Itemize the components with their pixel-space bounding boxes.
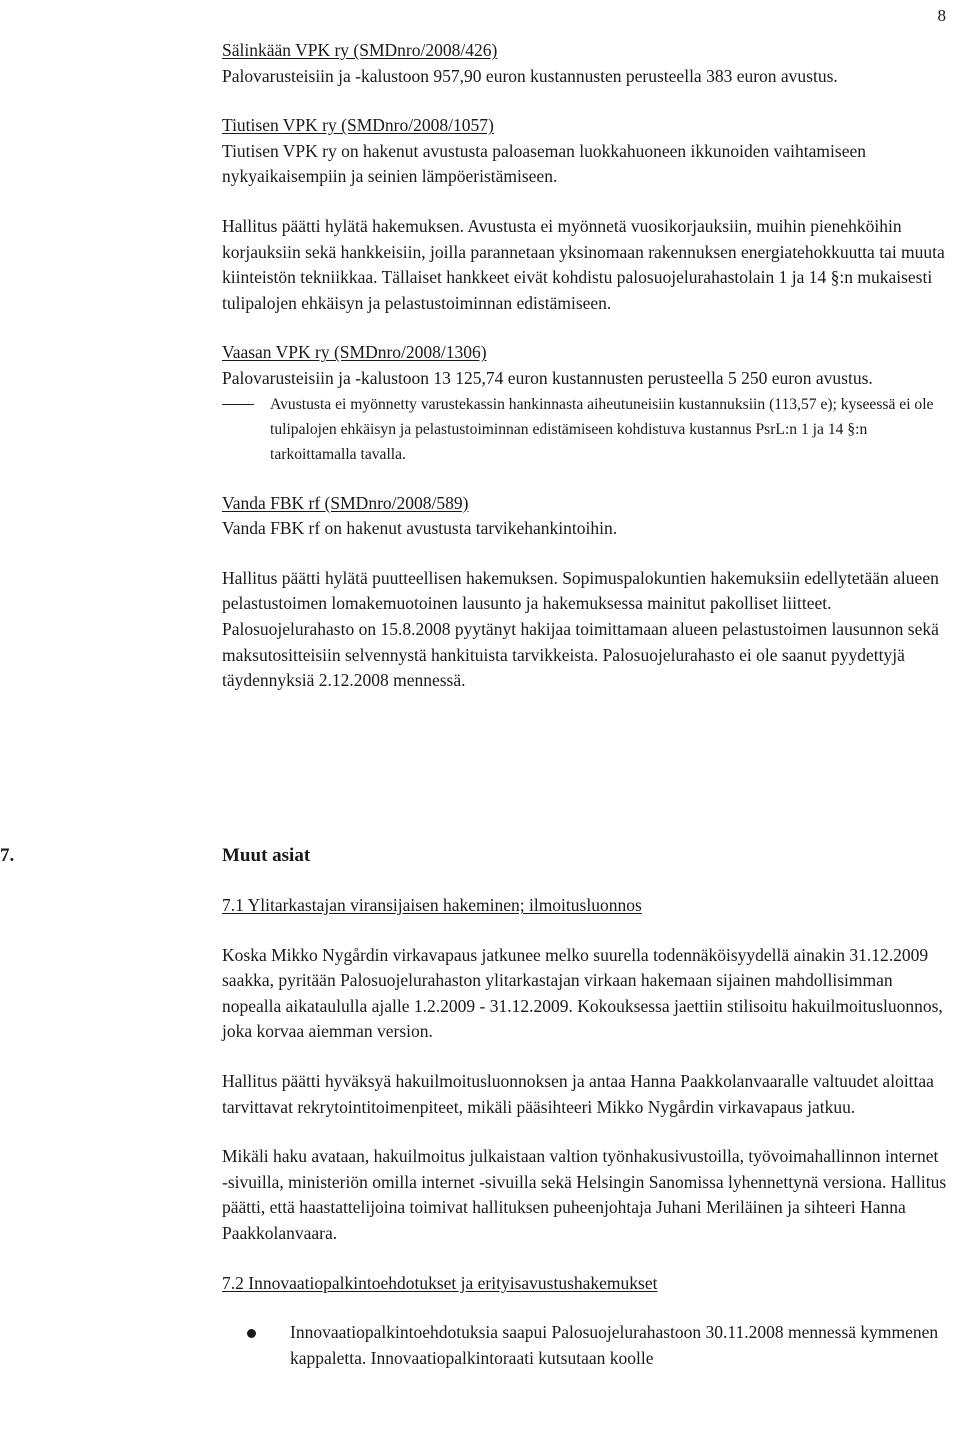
- section-body: Hallitus päätti hylätä hakemuksen. Avustusta ei myönnetä vuosikorjauksiin, muihin pienehköihin korjauksiin sekä hankkeisiin, joilla parannetaan yksinomaan rakennuksen energiatehokkuutta tai muuta kiinteistön tekniikkaa. Tällaiset hankkeet eivät kohdistu palosuojelurahastolain 1 ja 14 §:n mukaisesti tulipalojen ehkäisyn ja pelastustoiminnan edistämiseen.: [222, 215, 945, 313]
- item-7-number: 7.: [0, 845, 15, 866]
- paragraph-text: Koska Mikko Nygårdin virkavapaus jatkunee melko suurella todennäköisyydellä ainakin 31.12.2009 saakka, pyritään Palosuojelurahaston ylitarkastajan virkaan hakemaan sijainen mahdollisimman nopealla aikataululla ajalle 1.2.2009 - 31.12.2009. Kokouksessa jaettiin stilisoitu hakuilmoitusluonnos, joka korvaa aiemman version.: [222, 944, 943, 1042]
- paragraph-text: Mikäli haku avataan, hakuilmoitus julkaistaan valtion työnhakusivustoilla, työvoimahallinnon internet -sivuilla, ministeriön omilla internet -sivuilla sekä Helsingin Sanomissa lyhennettynä versiona. Hallitus päätti, että haastattelijoina toimivat hallituksen puheenjohtaja Juhani Meriläinen ja sihteeri Hanna Paakkolanvaara.: [222, 1146, 947, 1243]
- subheading-7-1: 7.1 Ylitarkastajan viransijaisen hakeminen; ilmoitusluonnos: [222, 895, 642, 915]
- section-heading: Sälinkään VPK ry (SMDnro/2008/426): [222, 40, 498, 60]
- dash-list-item: [270, 392, 947, 467]
- bullet-list-item: [290, 1320, 947, 1371]
- item-7-title: Muut asiat: [222, 845, 311, 866]
- section-vaasan: [222, 340, 947, 466]
- dash-item-text: Avustusta ei myönnetty varustekassin hankinnasta aiheutuneisiin kustannuksiin (113,57 e); kyseessä ei ole tulipalojen ehkäisyn ja pelastustoiminnan edistämiseen kohdistuva kustannus PsrL:n 1 ja 14 §:n tarkoittamalla tavalla.: [270, 395, 934, 463]
- bullet-marker: [247, 1329, 256, 1338]
- section-heading: Vaasan VPK ry (SMDnro/2008/1306): [222, 342, 487, 363]
- section-body: Palovarusteisiin ja -kalustoon 957,90 euron kustannusten perusteella 383 euron avustus.: [222, 65, 838, 86]
- bullet-item-text: Innovaatiopalkintoehdotuksia saapui Palosuojelurahastoon 30.11.2008 mennessä kymmenen kappaletta. Innovaatiopalkintoraati kutsutaan koolle: [290, 1322, 939, 1368]
- paragraph: [222, 1144, 947, 1246]
- subheading-7-2: 7.2 Innovaatiopalkintoehdotukset ja erityisavustushakemukset: [222, 1272, 658, 1293]
- item-7-content: [222, 893, 947, 1371]
- section-body: Palovarusteisiin ja -kalustoon 13 125,74 euron kustannusten perusteella 5 250 euron avustus.: [222, 367, 873, 388]
- section-vanda-decision: [222, 566, 947, 694]
- paragraph: [222, 1069, 947, 1120]
- page-number: 8: [937, 6, 946, 25]
- section-heading: Tiutisen VPK ry (SMDnro/2008/1057): [222, 115, 494, 136]
- section-body: Hallitus päätti hylätä puutteellisen hakemuksen. Sopimuspalokuntien hakemuksiin edellytetään alueen pelastustoimen lomakemuotoinen lausunto ja hakemuksessa mainitut pakolliset liitteet. Palosuojelurahasto on 15.8.2008 pyytänyt hakijaa toimittamaan alueen pelastustoimen lausunnon sekä maksutositteisiin selvennystä hankituista tarvikkeista. Palosuojelurahasto ei ole saanut pyydettyjä täydennyksiä 2.12.2008 mennessä.: [222, 567, 939, 691]
- section-body: Vanda FBK rf on hakenut avustusta tarvikehankintoihin.: [222, 518, 618, 539]
- dash-marker: [222, 404, 254, 405]
- paragraph-text: Hallitus päätti hyväksyä hakuilmoitusluonnoksen ja antaa Hanna Paakkolanvaaralle valtuudet aloittaa tarvittavat rekrytointitoimenpiteet, mikäli pääsihteeri Mikko Nygårdin virkavapaus jatkuu.: [222, 1070, 934, 1117]
- section-body: Tiutisen VPK ry on hakenut avustusta paloaseman luokkahuoneen ikkunoiden vaihtamiseen nykyaikaisempiin ja seinien lämpöeristämiseen.: [222, 140, 866, 187]
- section-heading: Vanda FBK rf (SMDnro/2008/589): [222, 492, 469, 513]
- grant-decisions: [222, 38, 947, 694]
- section-vanda: [222, 491, 947, 542]
- section-tiutisen: [222, 113, 947, 190]
- section-tiutisen-decision: [222, 214, 947, 316]
- paragraph: [222, 943, 947, 1045]
- item-7-heading: [0, 843, 311, 869]
- section-salinkaan: [222, 38, 947, 89]
- subsection-7-2: [222, 1271, 947, 1372]
